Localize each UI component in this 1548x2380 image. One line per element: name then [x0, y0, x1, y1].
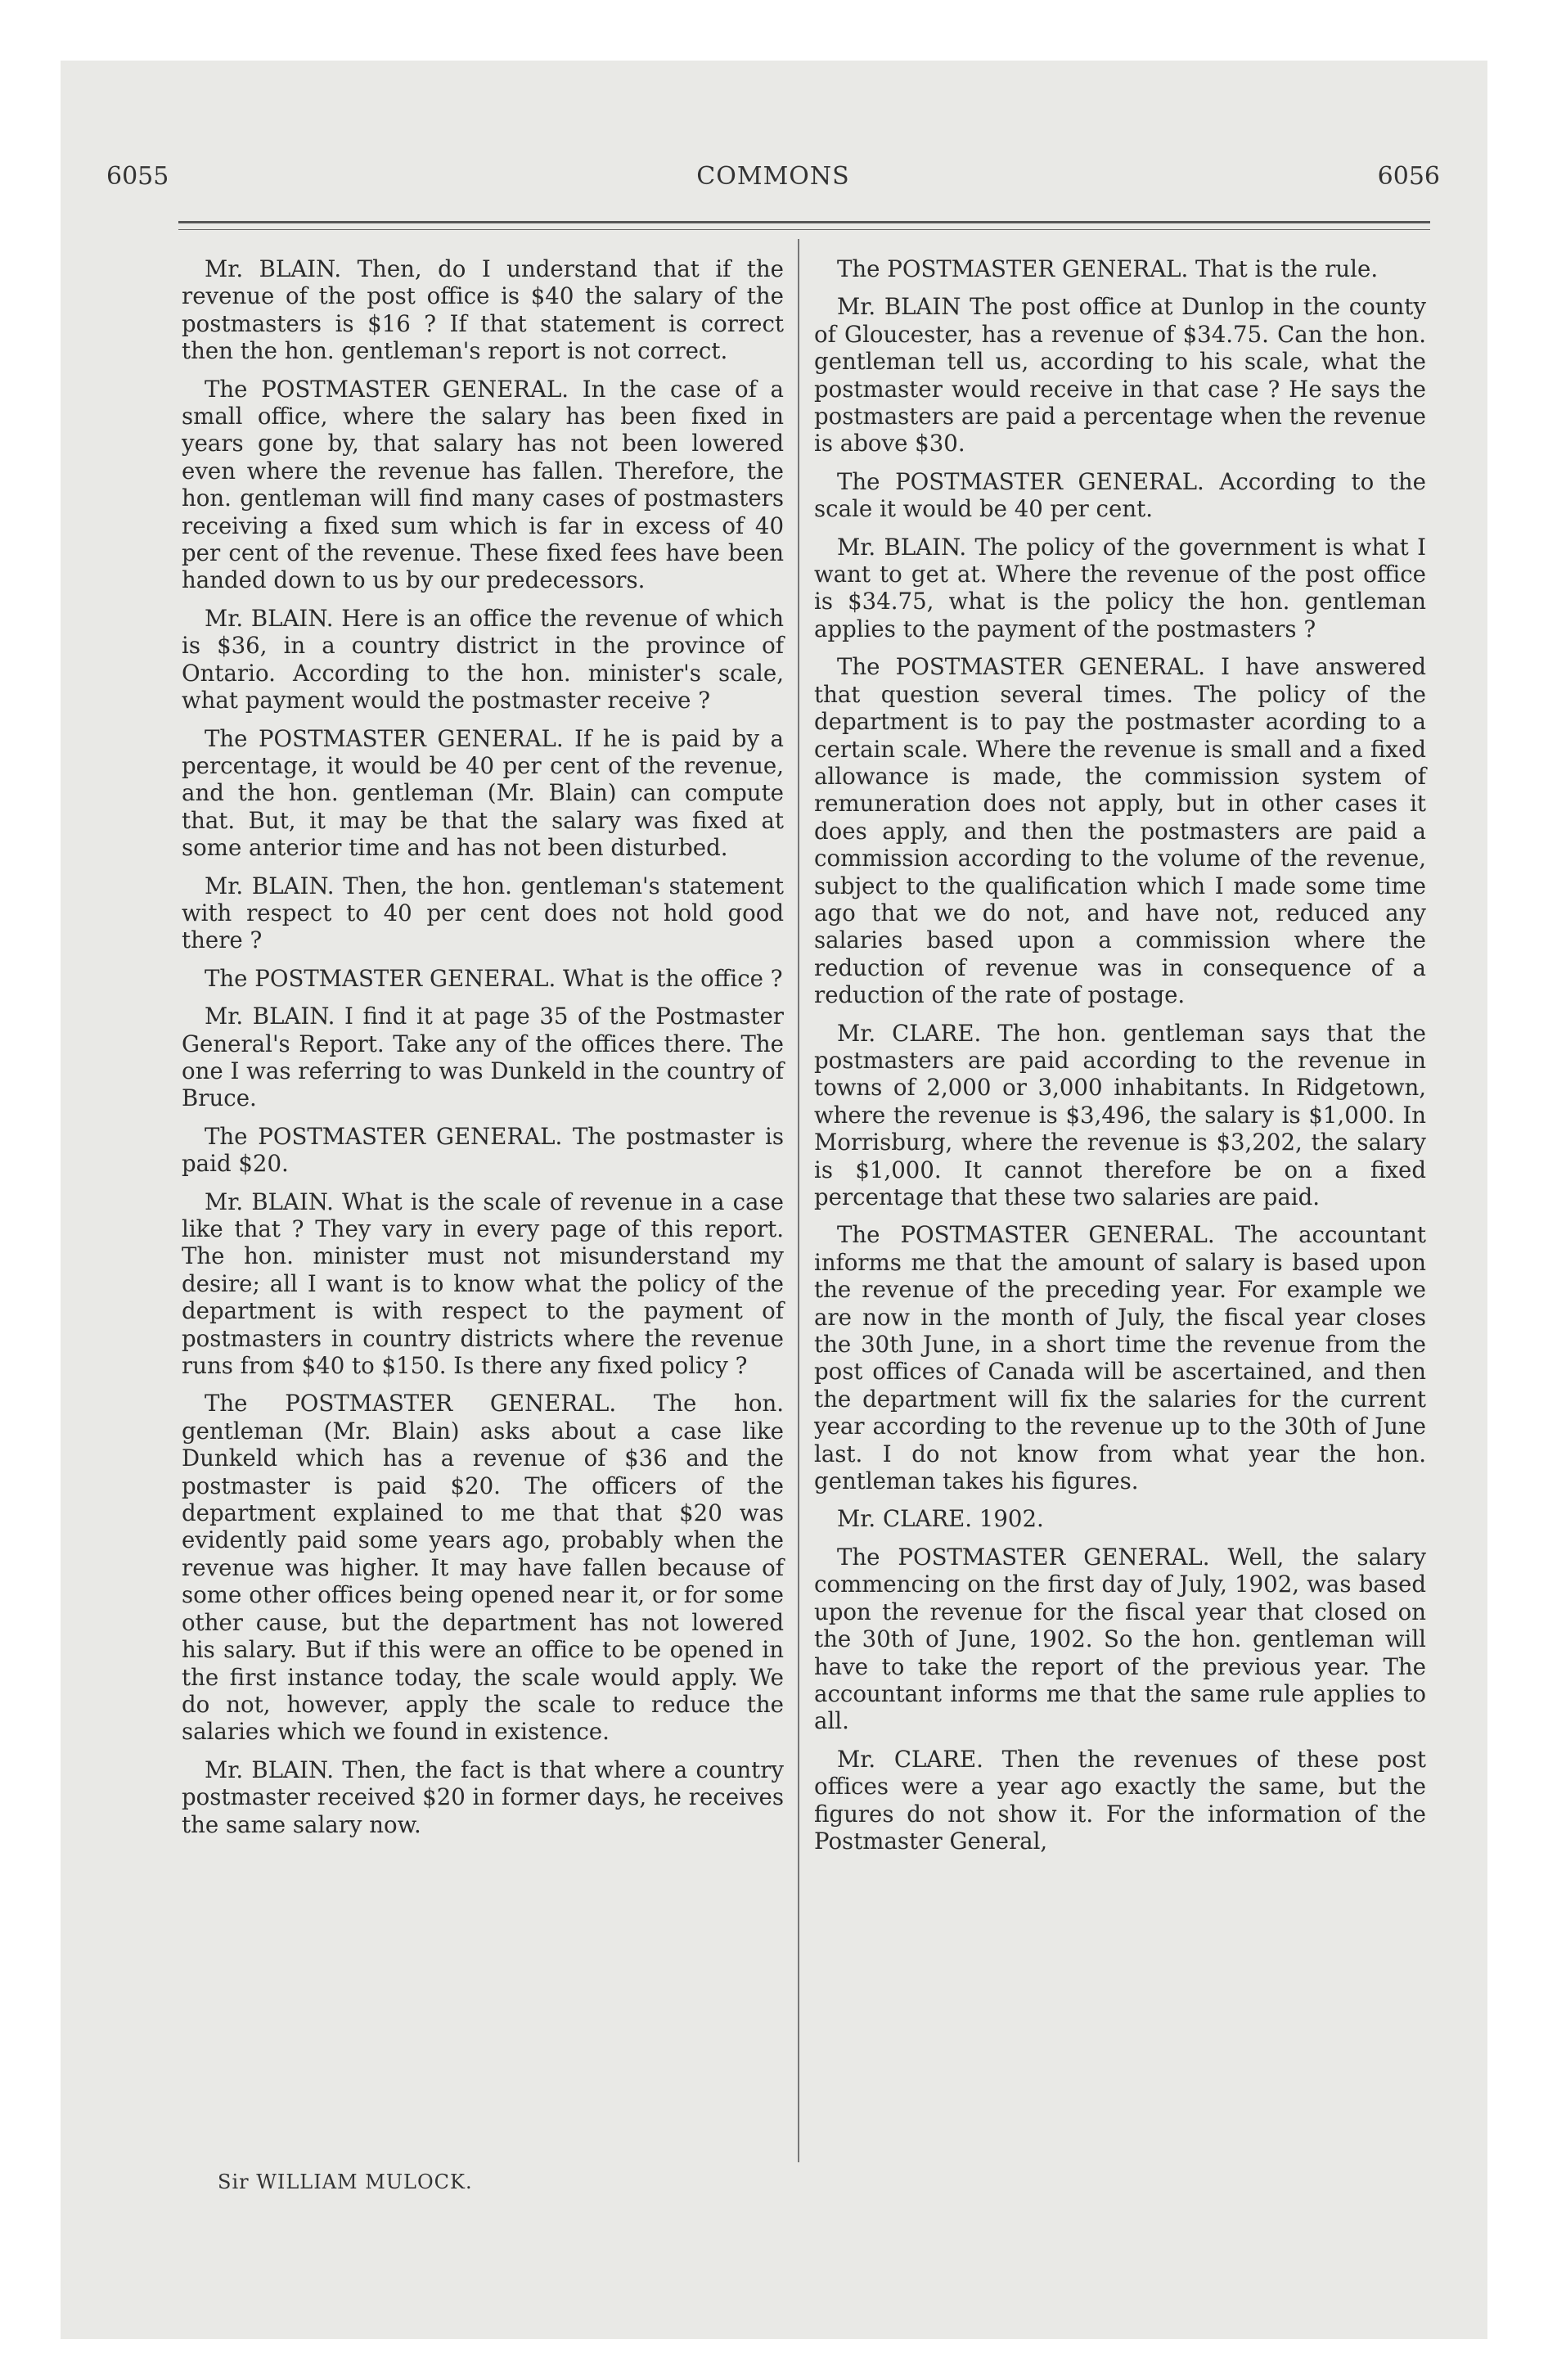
- header-rule-thin: [178, 229, 1430, 230]
- paragraph: The POSTMASTER GENERAL. In the case of a small office, where the salary has been fixed in years gone by, that salary has not been lowered even where the revenue has fallen. Therefore, the hon. gentleman will find many cases of postmasters receiving a fixed sum which is far in excess of 40 per cent of the revenue. These fixed fees have been handed down to us by our predecessors.: [182, 375, 784, 594]
- header-rule-thick: [178, 221, 1430, 223]
- paragraph: Mr. CLARE. 1902.: [837, 1505, 1044, 1533]
- page-title: COMMONS: [696, 162, 850, 191]
- paragraph: The POSTMASTER GENERAL. The accountant informs me that the amount of salary is based upon the revenue of the preceding year. For example we are now in the month of July, the fiscal year closes the 30th June, in a short time the revenue from the post offices of Canada will be ascertained, and then the department will fix the salaries for the current year according to the revenue up to the 30th of June last. I do not know from what year the hon. gentleman takes his figures.: [814, 1221, 1426, 1495]
- paragraph: Mr. BLAIN. Then, the fact is that where a country postmaster received $20 in former days, he receives the same salary now.: [182, 1756, 784, 1838]
- paragraph: The POSTMASTER GENERAL. According to the scale it would be 40 per cent.: [814, 467, 1426, 523]
- paragraph: Mr. BLAIN. The policy of the government is what I want to get at. Where the revenue of the post office is $34.75, what is the policy the hon. gentleman applies to the payment of the postmasters ?: [814, 533, 1426, 642]
- paragraph: Mr. BLAIN. Then, do I understand that if the revenue of the post office is $40 the salary of the postmasters is $16 ? If that statement is correct then the hon. gentleman's report is not correct.: [182, 255, 784, 365]
- paragraph: Mr. BLAIN. Then, the hon. gentleman's statement with respect to 40 per cent does not hold good there ?: [182, 872, 784, 954]
- paragraph: Mr. CLARE. Then the revenues of these post offices were a year ago exactly the same, but the figures do not show it. For the information of the Postmaster General,: [814, 1745, 1426, 1855]
- paragraph: The POSTMASTER GENERAL. I have answered that question several times. The policy of the department is to pay the postmaster acording to a certain scale. Where the revenue is small and a fixed allowance is made, the commission system of remuneration does not apply, but in other cases it does apply, and then the postmasters are paid a commission according to the volume of the revenue, subject to the qualification which I made some time ago that we do not, and have not, reduced any salaries based upon a commission where the reduction of revenue was in consequence of a reduction of the rate of postage.: [814, 653, 1426, 1009]
- left-column: [182, 255, 784, 1849]
- paragraph: The POSTMASTER GENERAL. If he is paid by a percentage, it would be 40 per cent of the revenue, and the hon. gentleman (Mr. Blain) can compute that. But, it may be that the salary was fixed at some anterior time and has not been disturbed.: [182, 724, 784, 862]
- right-column: [814, 255, 1426, 1865]
- paragraph: Mr. CLARE. The hon. gentleman says that the postmasters are paid according to the revenue in towns of 2,000 or 3,000 inhabitants. In Ridgetown, where the revenue is $3,496, the salary is $1,000. In Morrisburg, where the revenue is $3,202, the salary is $1,000. It cannot therefore be on a fixed percentage that these two salaries are paid.: [814, 1019, 1426, 1210]
- paragraph: Mr. BLAIN. I find it at page 35 of the Postmaster General's Report. Take any of the offices there. The one I was referring to was Dunkeld in the country of Bruce.: [182, 1003, 784, 1112]
- left-page-number: 6055: [106, 162, 169, 191]
- paragraph: The POSTMASTER GENERAL. Well, the salary commencing on the first day of July, 1902, was based upon the revenue for the fiscal year that closed on the 30th of June, 1902. So the hon. gentleman will have to take the report of the previous year. The accountant informs me that the same rule applies to all.: [814, 1543, 1426, 1735]
- paragraph: Mr. BLAIN The post office at Dunlop in the county of Gloucester, has a revenue of $34.75. Can the hon. gentleman tell us, according to his scale, what the postmaster would receive in that case ? He says the postmasters are paid a percentage when the revenue is above $30.: [814, 293, 1426, 458]
- right-page-number: 6056: [1377, 162, 1440, 191]
- paragraph: The POSTMASTER GENERAL. The hon. gentleman (Mr. Blain) asks about a case like Dunkeld which has a revenue of $36 and the postmaster is paid $20. The officers of the department explained to me that that $20 was evidently paid some years ago, probably when the revenue was higher. It may have fallen because of some other offices being opened near it, or for some other cause, but the department has not lowered his salary. But if this were an office to be opened in the first instance today, the scale would apply. We do not, however, apply the scale to reduce the salaries which we found in existence.: [182, 1390, 784, 1746]
- paragraph: The POSTMASTER GENERAL. That is the rule.: [837, 255, 1379, 282]
- paragraph: The POSTMASTER GENERAL. The postmaster is paid $20.: [182, 1122, 784, 1178]
- footer-signature: Sir WILLIAM MULOCK.: [218, 2170, 473, 2193]
- page-header: [106, 162, 1440, 195]
- paragraph: Mr. BLAIN. What is the scale of revenue in a case like that ? They vary in every page of this report. The hon. minister must not misunderstand my desire; all I want is to know what the policy of the department is with respect to the payment of postmasters in country districts where the revenue runs from $40 to $150. Is there any fixed policy ?: [182, 1188, 784, 1380]
- paragraph: Mr. BLAIN. Here is an office the revenue of which is $36, in a country district in the province of Ontario. According to the hon. minister's scale, what payment would the postmaster receive ?: [182, 604, 784, 714]
- column-divider: [798, 239, 799, 2162]
- paragraph: The POSTMASTER GENERAL. What is the office ?: [205, 964, 783, 992]
